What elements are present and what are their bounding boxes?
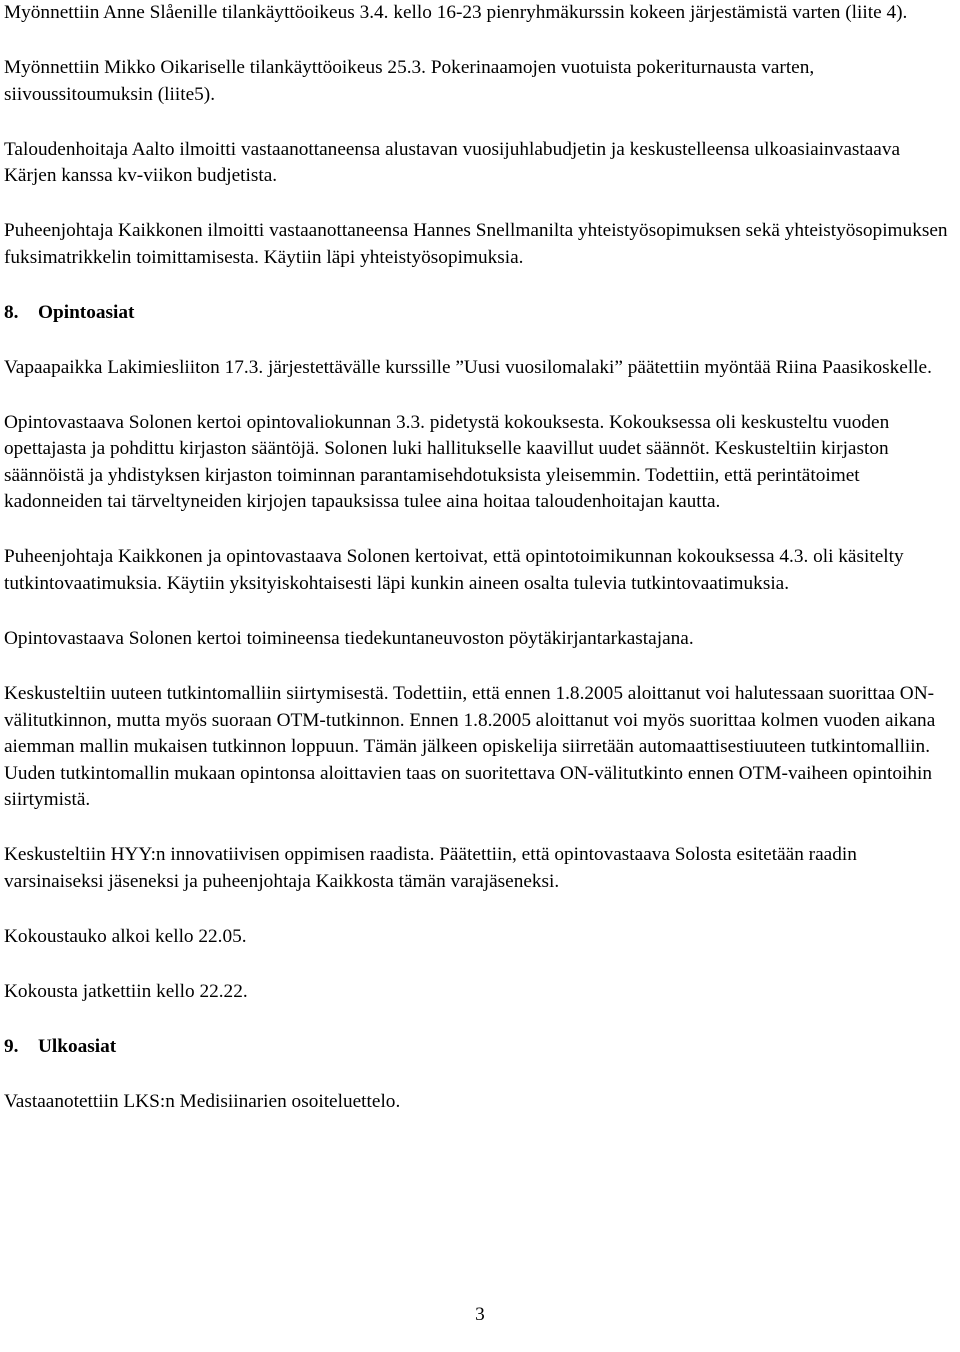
section-title: Ulkoasiat [38, 1035, 117, 1057]
section-title: Opintoasiat [38, 301, 135, 323]
paragraph-kokous-jatkui: Kokousta jatkettiin kello 22.22. [4, 980, 248, 1002]
paragraph-innovatiivinen-raati: Keskusteltiin HYY:n innovatiivisen oppimisen raadista. Päätettiin, että opintovastaava Solosta esitetään raadin varsinaiseksi jäseneksi ja puheenjohtaja Kaikkosta tämän varajäseneksi. [4, 844, 857, 892]
document-body [4, 0, 956, 1144]
paragraph-puheenjohtaja-yhteistyo: Puheenjohtaja Kaikkonen ilmoitti vastaanottaneensa Hannes Snellmanilta yhteistyösopimuksen sekä yhteistyösopimuksen fuksimatrikkelin toimittamisesta. Käytiin läpi yhteistyösopimuksia. [4, 220, 948, 268]
paragraph-tilankaytto-mikko: Myönnettiin Mikko Oikariselle tilankäyttöoikeus 25.3. Pokerinaamojen vuotuista pokeriturnausta varten, siivoussitoumuksin (liite5). [4, 56, 815, 105]
paragraph-taloudenhoitaja: Taloudenhoitaja Aalto ilmoitti vastaanottaneensa alustavan vuosijuhlabudjetin ja keskustelleensa ulkoasiainvastaava Kärjen kanssa kv-viikon budjetista. [4, 138, 901, 187]
paragraph-opintotoimikunta: Puheenjohtaja Kaikkonen ja opintovastaava Solonen kertoivat, että opintotoimikunnan kokouksessa 4.3. oli käsitelty tutkintovaatimuksia. Käytiin yksityiskohtaisesti läpi kunkin aineen osalta tulevia tutkintovaatimuksia. [4, 546, 904, 595]
section-number: 8. [4, 301, 19, 323]
section-heading-opintoasiat [4, 300, 956, 327]
paragraph-osoiteluettelo: Vastaanotettiin LKS:n Medisiinarien osoiteluettelo. [4, 1090, 401, 1112]
paragraph-tiedekuntaneuvosto: Opintovastaava Solonen kertoi toimineensa tiedekuntaneuvoston pöytäkirjantarkastajana. [4, 628, 694, 650]
paragraph-tilankaytto-anne: Myönnettiin Anne Slåenille tilankäyttöoikeus 3.4. kello 16-23 pienryhmäkurssin kokeen järjestämistä varten (liite 4). [4, 2, 908, 23]
paragraph-opintovaliokunta: Opintovastaava Solonen kertoi opintovaliokunnan 3.3. pidetystä kokouksesta. Kokouksessa oli keskusteltu vuoden opettajasta ja pohdittu kirjaston sääntöjä. Solonen luki hallitukselle kaavillut uudet säännöt. Keskusteltiin kirjaston säännöistä ja yhdistyksen kirjaston toiminnan parantamisehdotuksista yleisemmin. Todettiin, että perintätoimet kadonneiden tai tärveltyneiden kirjojen tapauksissa tulee aina hoitaa taloudenhoitajan kautta. [4, 411, 890, 513]
page-number: 3 [475, 1304, 485, 1325]
paragraph-kokoustauko: Kokoustauko alkoi kello 22.05. [4, 925, 247, 947]
section-heading-ulkoasiat [4, 1034, 956, 1061]
paragraph-vapaapaikka: Vapaapaikka Lakimiesliiton 17.3. järjestettävälle kurssille ”Uusi vuosilomalaki” päätettiin myöntää Riina Paasikoskelle. [4, 356, 932, 378]
section-number: 9. [4, 1035, 19, 1057]
paragraph-tutkintomalli: Keskusteltiin uuteen tutkintomalliin siirtymisestä. Todettiin, että ennen 1.8.2005 aloittanut voi halutessaan suorittaa ON-välitutkinnon, mutta myös suoraan OTM-tutkinnon. Ennen 1.8.2005 aloittanut voi myös suorittaa kolmen vuoden aikana aiemman mallin mukaisen tutkinnon loppuun. Tämän jälkeen opiskelija siirretään automaattisestiuuteen tutkintomalliin. Uuden tutkintomallin mukaan opintonsa aloittavien taas on suoritettava ON-välitutkinto ennen OTM-vaiheen opintoihin siirtymistä. [4, 683, 936, 811]
